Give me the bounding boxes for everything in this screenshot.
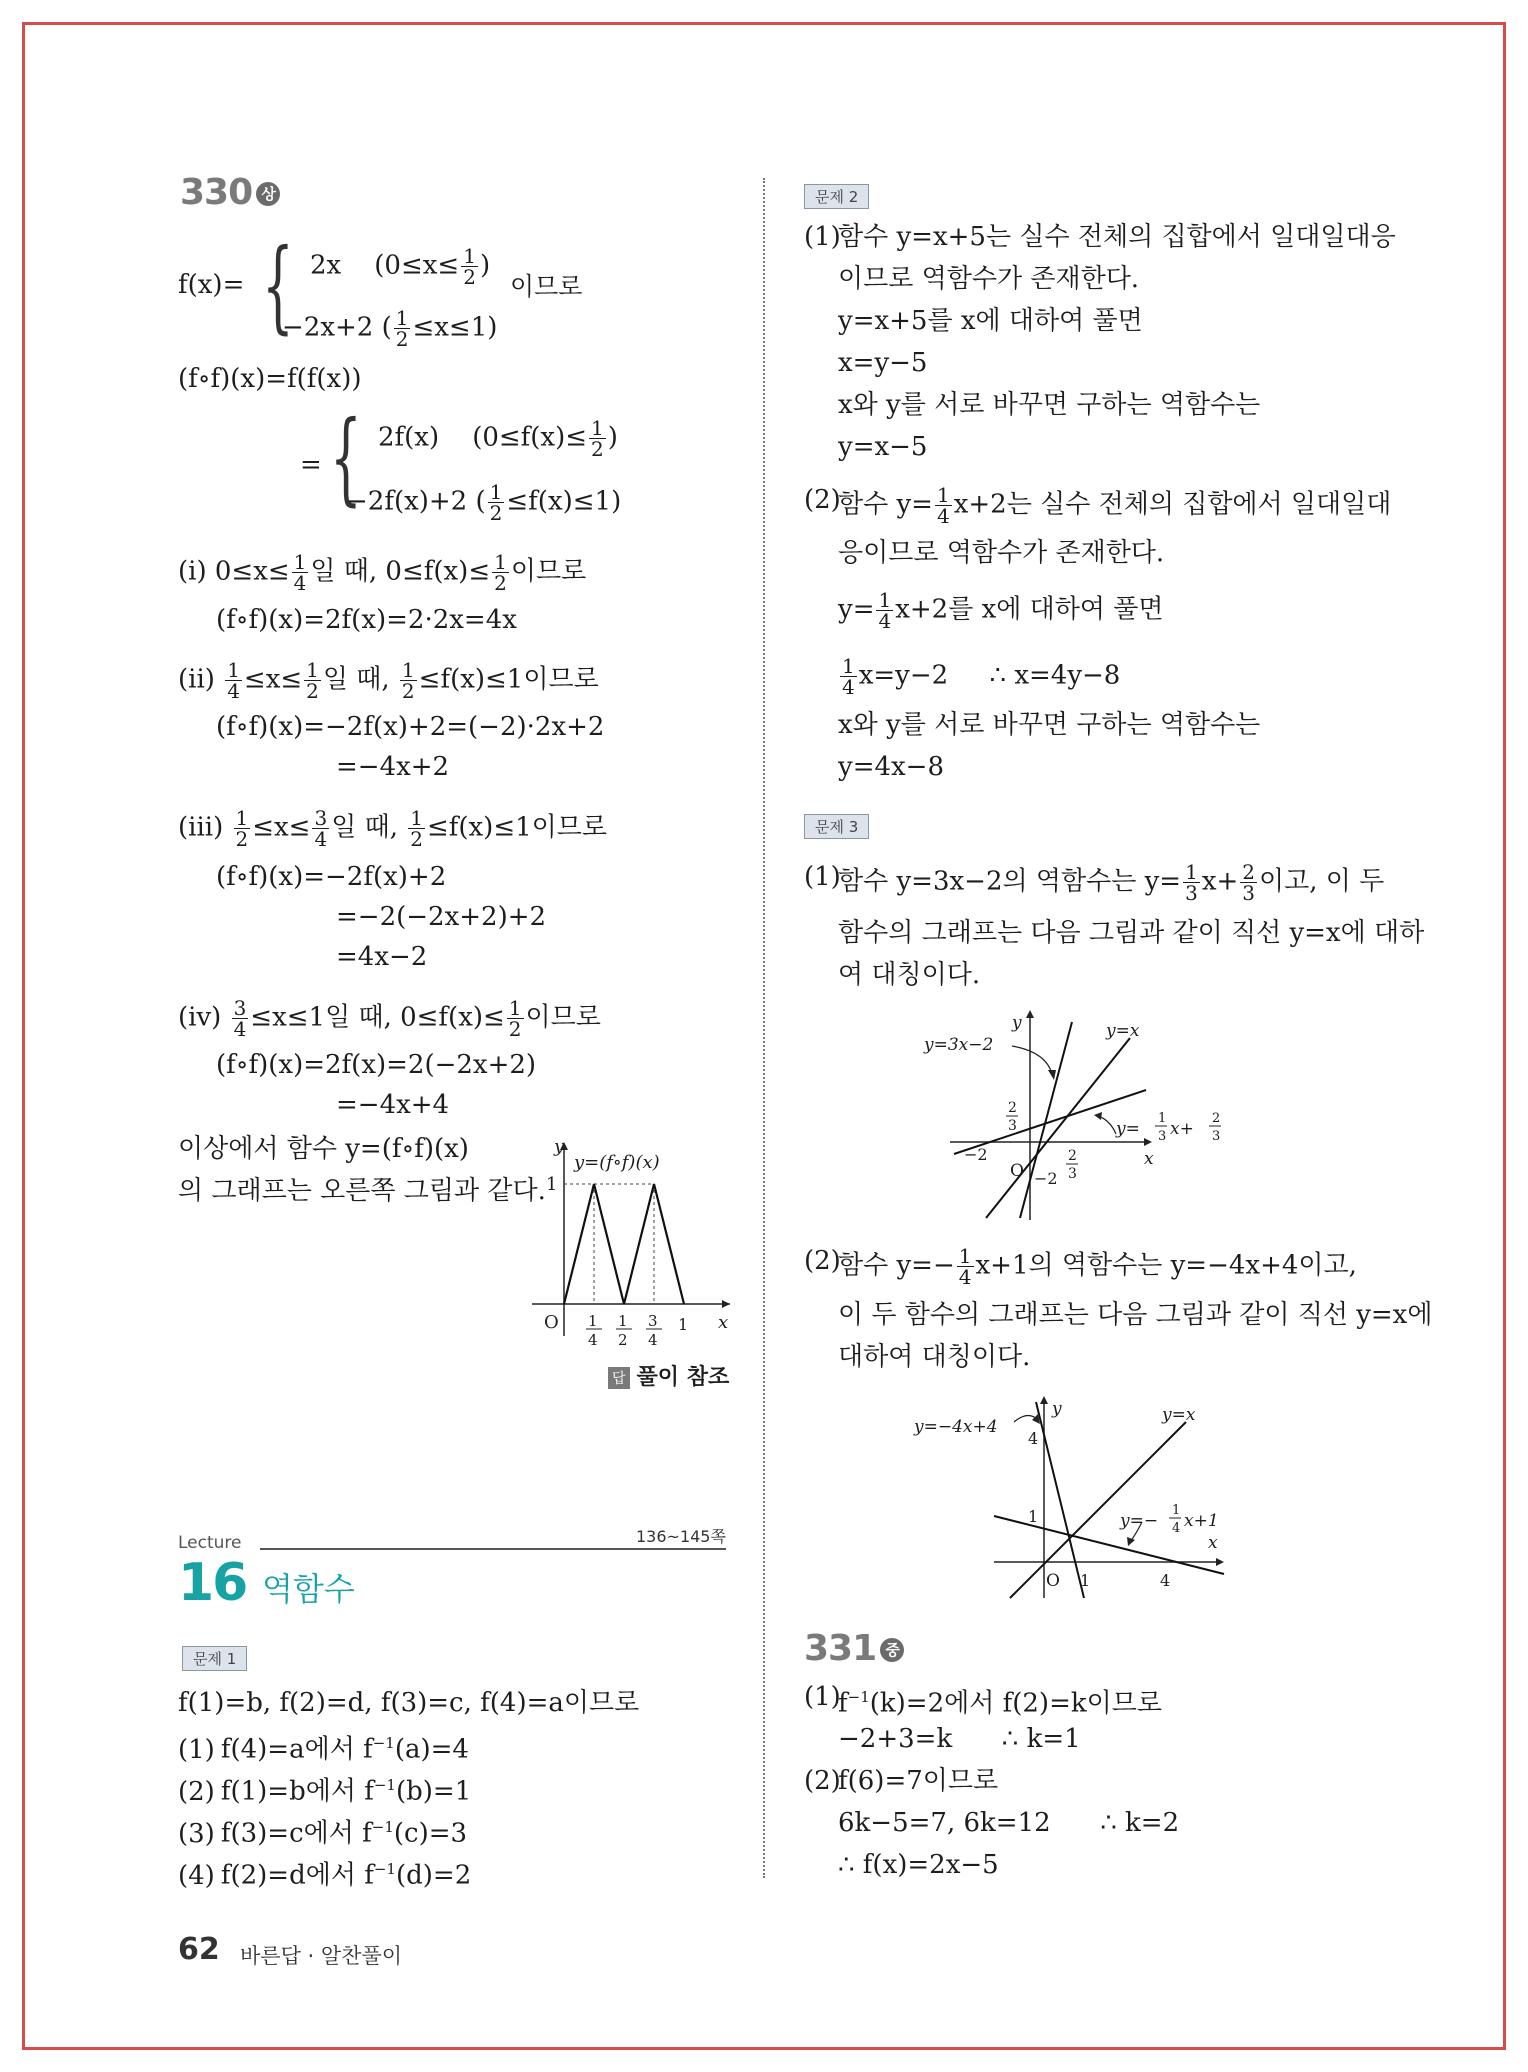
def-case1 bbox=[310, 246, 490, 287]
case-label: (iv) bbox=[178, 1002, 222, 1033]
text: 0≤x≤ bbox=[214, 556, 290, 587]
denominator: 2 bbox=[235, 827, 249, 851]
label-inverse-a: y= bbox=[1116, 1119, 1140, 1139]
numerator: 1 bbox=[463, 244, 476, 268]
problem-number-text: 331 bbox=[804, 1628, 877, 1669]
answer-text: 풀이 참조 bbox=[636, 1365, 730, 1390]
numerator: 3 bbox=[233, 996, 247, 1020]
tick-den: 3 bbox=[1068, 1166, 1077, 1182]
text: ≤f(x)≤1이므로 bbox=[418, 664, 599, 695]
text: (k)=2에서 f(2)=k이므로 bbox=[869, 1688, 1162, 1719]
label-frac-den: 3 bbox=[1212, 1129, 1221, 1144]
text: 함수 y= bbox=[838, 489, 933, 520]
origin-label: O bbox=[544, 1312, 559, 1333]
item-number: (4) bbox=[178, 1860, 215, 1891]
p331-2-line1: f(6)=7이므로 bbox=[838, 1766, 999, 1796]
p3-2-line2: 이 두 함수의 그래프는 다음 그림과 같이 직선 y=x에 bbox=[838, 1300, 1433, 1330]
fraction bbox=[840, 656, 857, 697]
label-y-x: y=x bbox=[1162, 1405, 1196, 1425]
lecture-number: 16 bbox=[178, 1553, 247, 1613]
tick-minus2: −2 bbox=[964, 1145, 988, 1164]
case1-result: (f∘f)(x)=2f(x)=2·2x=4x bbox=[216, 605, 517, 635]
label-inverse-b: x+1 bbox=[1184, 1511, 1219, 1531]
superscript: −1 bbox=[371, 1818, 394, 1836]
tick-minus2-y: −2 bbox=[1034, 1169, 1058, 1188]
denominator: 2 bbox=[591, 437, 604, 461]
superscript: −1 bbox=[372, 1734, 395, 1752]
tick-num: 3 bbox=[648, 1312, 658, 1330]
left-brace: { bbox=[262, 227, 294, 344]
denominator: 4 bbox=[227, 679, 240, 703]
superscript: −1 bbox=[847, 1688, 870, 1706]
label-frac-num: 2 bbox=[1212, 1111, 1221, 1126]
fraction bbox=[461, 246, 478, 287]
tick-num: 1 bbox=[618, 1312, 628, 1330]
fraction bbox=[234, 808, 251, 849]
problem-330-number bbox=[180, 172, 280, 213]
numerator: 1 bbox=[489, 480, 503, 504]
fraction bbox=[1183, 862, 1200, 903]
cond: (0≤f(x)≤ bbox=[472, 422, 588, 453]
text: f bbox=[838, 1688, 848, 1719]
tick-x-1: 1 bbox=[1080, 1571, 1091, 1590]
fraction bbox=[394, 308, 411, 349]
difficulty-badge: 중 bbox=[880, 1638, 904, 1662]
label-y-x: y=x bbox=[1106, 1021, 1140, 1041]
denominator: 2 bbox=[401, 679, 415, 703]
problem1-item bbox=[178, 1770, 471, 1807]
p3-2-line1 bbox=[838, 1246, 1357, 1287]
problem1-item bbox=[178, 1728, 469, 1765]
y-label: y bbox=[1052, 1399, 1062, 1419]
callout-arrowhead bbox=[1127, 1537, 1135, 1546]
tick-den: 3 bbox=[1008, 1118, 1017, 1134]
cond: ( bbox=[381, 312, 392, 343]
expr: 2x bbox=[310, 250, 342, 281]
text: 6k−5=7, 6k=12 bbox=[838, 1808, 1051, 1838]
conclusion-line-2: 의 그래프는 오른쪽 그림과 같다. bbox=[178, 1176, 546, 1206]
y-label: y bbox=[1012, 1013, 1022, 1033]
problem1-tag: 문제 1 bbox=[182, 1646, 247, 1671]
denominator: 4 bbox=[878, 609, 892, 633]
text: 일 때, 0≤f(x)≤ bbox=[310, 556, 491, 587]
tick-y-1: 1 bbox=[1028, 1507, 1039, 1526]
numerator: 1 bbox=[227, 658, 240, 682]
cond: (0≤x≤ bbox=[374, 250, 460, 281]
label-frac-num: 1 bbox=[1172, 1503, 1181, 1518]
p2-2-line2: 응이므로 역함수가 존재한다. bbox=[838, 538, 1165, 568]
curve-label: y=(f∘f)(x) bbox=[574, 1152, 660, 1173]
tick-num: 1 bbox=[588, 1312, 598, 1330]
problem-331-number bbox=[804, 1628, 904, 1669]
origin-label: O bbox=[1010, 1161, 1024, 1181]
x-axis-arrow bbox=[1216, 1558, 1224, 1566]
fraction bbox=[957, 1246, 974, 1287]
inverse-graph-1 bbox=[920, 1008, 1250, 1224]
tick-y-4: 4 bbox=[1028, 1429, 1039, 1448]
numerator: 1 bbox=[395, 306, 409, 330]
numerator: 1 bbox=[936, 483, 950, 507]
text: ≤x≤1일 때, 0≤f(x)≤ bbox=[250, 1002, 505, 1033]
fraction bbox=[292, 552, 309, 593]
p2-2-line6: y=4x−8 bbox=[838, 752, 945, 782]
label-frac-den: 4 bbox=[1172, 1521, 1181, 1536]
conclusion-line-1: 이상에서 함수 y=(f∘f)(x) bbox=[178, 1134, 469, 1164]
lecture-title: 역함수 bbox=[262, 1570, 355, 1608]
p3-1-line3: 여 대칭이다. bbox=[838, 960, 981, 990]
tick-den: 2 bbox=[618, 1331, 628, 1349]
text: f(1)=b에서 f bbox=[220, 1776, 374, 1807]
difficulty-badge: 상 bbox=[256, 182, 280, 206]
denominator: 3 bbox=[1242, 881, 1256, 905]
case-label: (i) bbox=[178, 556, 207, 587]
p2-2-line4 bbox=[838, 656, 1120, 697]
item-number: (2) bbox=[178, 1776, 215, 1807]
denominator: 2 bbox=[410, 827, 423, 851]
left-brace: { bbox=[330, 399, 362, 516]
p2-2-line1 bbox=[838, 485, 1391, 526]
y-axis-arrow bbox=[1040, 1396, 1048, 1404]
numerator: 1 bbox=[235, 806, 249, 830]
numerator: 1 bbox=[1185, 860, 1198, 884]
fraction bbox=[488, 482, 505, 523]
cond-end: ) bbox=[607, 422, 618, 453]
expr: 2f(x) bbox=[378, 422, 440, 453]
line-4x+4 bbox=[1036, 1402, 1084, 1598]
p2-1-line5: x와 y를 서로 바꾸면 구하는 역함수는 bbox=[838, 390, 1261, 420]
p2-1-line6: y=x−5 bbox=[838, 432, 928, 462]
problem2-tag: 문제 2 bbox=[804, 184, 869, 209]
text: f(2)=d에서 f bbox=[220, 1860, 374, 1891]
p2-1-line1: 함수 y=x+5는 실수 전체의 집합에서 일대일대응 bbox=[838, 222, 1396, 252]
item-number: (1) bbox=[178, 1734, 215, 1765]
comp-eq: = bbox=[300, 450, 322, 480]
text: (a)=4 bbox=[394, 1734, 469, 1765]
p331-1-line2 bbox=[838, 1724, 1081, 1754]
label-3x-2: y=3x−2 bbox=[924, 1035, 994, 1055]
cond-end: ) bbox=[479, 250, 491, 281]
p3-2-num: (2) bbox=[804, 1246, 841, 1276]
text: ≤x≤ bbox=[252, 812, 311, 843]
text: y= bbox=[838, 594, 875, 625]
text: x+2는 실수 전체의 집합에서 일대일대 bbox=[953, 489, 1392, 520]
denominator: 2 bbox=[494, 571, 507, 595]
numerator: 1 bbox=[410, 806, 423, 830]
text: f(3)=c에서 f bbox=[220, 1818, 372, 1849]
comp-lhs: (f∘f)(x)=f(f(x)) bbox=[178, 364, 362, 394]
numerator: 3 bbox=[314, 806, 328, 830]
x-axis-arrow bbox=[722, 1300, 730, 1308]
label-frac-num: 1 bbox=[1158, 1111, 1167, 1126]
p331-2-line2 bbox=[838, 1808, 1179, 1838]
p331-2-line3: ∴ f(x)=2x−5 bbox=[838, 1850, 999, 1880]
superscript: −1 bbox=[373, 1860, 396, 1878]
x-label: x bbox=[1208, 1533, 1218, 1553]
p2-1-num: (1) bbox=[804, 222, 841, 252]
fraction bbox=[1240, 862, 1257, 903]
column-divider bbox=[763, 178, 765, 1878]
x-axis-arrow bbox=[1144, 1138, 1152, 1146]
denominator: 4 bbox=[842, 675, 855, 699]
fraction bbox=[225, 660, 242, 701]
p2-1-line3: y=x+5를 x에 대하여 풀면 bbox=[838, 306, 1143, 336]
tick-den: 4 bbox=[588, 1331, 598, 1349]
comp-case2 bbox=[346, 482, 621, 523]
tick-num: 2 bbox=[1008, 1100, 1017, 1116]
def-tail: 이므로 bbox=[510, 272, 583, 301]
case2-line bbox=[178, 660, 599, 701]
p2-2-line3 bbox=[838, 590, 1163, 631]
fraction bbox=[935, 485, 952, 526]
case3-result-2: =−2(−2x+2)+2 bbox=[336, 902, 547, 932]
callout-arrowhead bbox=[1048, 1070, 1056, 1080]
p3-1-num: (1) bbox=[804, 862, 841, 892]
text: ∴ x=4y−8 bbox=[989, 660, 1121, 691]
numerator: 1 bbox=[508, 996, 522, 1020]
denominator: 2 bbox=[395, 327, 409, 351]
inverse-graph-2 bbox=[910, 1392, 1250, 1602]
denominator: 4 bbox=[314, 827, 328, 851]
numerator: 1 bbox=[958, 1244, 972, 1268]
text: 함수 y=− bbox=[838, 1250, 955, 1281]
case2-result-2: =−4x+2 bbox=[336, 752, 450, 782]
cond-end: ≤f(x)≤1) bbox=[506, 486, 622, 517]
text: x=y−2 bbox=[858, 660, 949, 691]
tick-x-4: 4 bbox=[1160, 1571, 1171, 1590]
fraction bbox=[312, 808, 329, 849]
cond: ( bbox=[475, 486, 486, 517]
denominator: 4 bbox=[936, 504, 950, 528]
def-lhs: f(x)= bbox=[178, 270, 245, 300]
text: (d)=2 bbox=[395, 1860, 472, 1891]
p3-1-line2: 함수의 그래프는 다음 그림과 같이 직선 y=x에 대하 bbox=[838, 918, 1425, 948]
fraction bbox=[232, 998, 249, 1039]
expr: −2x+2 bbox=[282, 312, 374, 343]
numerator: 1 bbox=[293, 550, 307, 574]
denominator: 4 bbox=[233, 1017, 247, 1041]
fraction bbox=[400, 660, 417, 701]
denominator: 2 bbox=[508, 1017, 522, 1041]
superscript: −1 bbox=[373, 1776, 396, 1794]
y-label: y bbox=[554, 1138, 565, 1157]
case3-result-1: (f∘f)(x)=−2f(x)+2 bbox=[216, 862, 447, 892]
label-inverse-b: x+ bbox=[1170, 1119, 1194, 1139]
denominator: 3 bbox=[1185, 881, 1198, 905]
case4-result-1: (f∘f)(x)=2f(x)=2(−2x+2) bbox=[216, 1050, 537, 1080]
fraction bbox=[492, 552, 509, 593]
answer-line bbox=[608, 1360, 729, 1391]
problem1-item bbox=[178, 1812, 467, 1849]
item-number: (3) bbox=[178, 1818, 215, 1849]
p2-1-line4: x=y−5 bbox=[838, 348, 928, 378]
footer-title: 바른답 · 알찬풀이 bbox=[240, 1944, 403, 1968]
callout-arrow bbox=[1012, 1046, 1052, 1074]
case2-result-1: (f∘f)(x)=−2f(x)+2=(−2)·2x+2 bbox=[216, 712, 605, 742]
text: ∴ k=2 bbox=[1100, 1808, 1180, 1838]
case-label: (ii) bbox=[178, 664, 215, 695]
case4-line bbox=[178, 998, 601, 1039]
expr: −2f(x)+2 bbox=[346, 486, 468, 517]
callout-arrowhead bbox=[1094, 1112, 1102, 1120]
tick-1: 1 bbox=[678, 1315, 689, 1334]
numerator: 2 bbox=[1242, 860, 1256, 884]
numerator: 1 bbox=[842, 654, 855, 678]
text: 일 때, bbox=[331, 812, 398, 843]
text: x+ bbox=[1201, 866, 1239, 897]
text: 이므로 bbox=[510, 556, 587, 587]
text: x+1의 역함수는 y=−4x+4이고, bbox=[975, 1250, 1357, 1281]
case3-result-3: =4x−2 bbox=[336, 942, 428, 972]
problem1-intro: f(1)=b, f(2)=d, f(3)=c, f(4)=a이므로 bbox=[178, 1688, 640, 1718]
p331-1-line1 bbox=[838, 1682, 1162, 1719]
cond-end: ≤x≤1) bbox=[412, 312, 498, 343]
composite-graph bbox=[520, 1138, 740, 1350]
text: −2+3=k bbox=[838, 1724, 953, 1754]
text: f(4)=a에서 f bbox=[220, 1734, 373, 1765]
y-tick-1: 1 bbox=[546, 1174, 558, 1195]
p2-1-line2: 이므로 역함수가 존재한다. bbox=[838, 264, 1140, 294]
lecture-rule bbox=[260, 1548, 726, 1550]
case1-line bbox=[178, 552, 586, 593]
fraction bbox=[408, 808, 425, 849]
lecture-label: Lecture bbox=[178, 1533, 242, 1553]
numerator: 1 bbox=[401, 658, 415, 682]
y-axis-arrow bbox=[1026, 1010, 1034, 1018]
label-frac-den: 3 bbox=[1158, 1129, 1167, 1144]
text: 일 때, bbox=[322, 664, 390, 695]
tick-den: 4 bbox=[648, 1331, 658, 1349]
label-4x+4: y=−4x+4 bbox=[914, 1417, 998, 1437]
fraction bbox=[304, 660, 321, 701]
x-label: x bbox=[1144, 1149, 1154, 1169]
text: 이므로 bbox=[525, 1002, 601, 1033]
text: (c)=3 bbox=[393, 1818, 468, 1849]
case-label: (iii) bbox=[178, 812, 224, 843]
numerator: 1 bbox=[306, 658, 319, 682]
numerator: 1 bbox=[494, 550, 507, 574]
x-label: x bbox=[718, 1312, 729, 1333]
denominator: 4 bbox=[958, 1265, 972, 1289]
denominator: 2 bbox=[463, 265, 476, 289]
fraction bbox=[589, 418, 606, 459]
denominator: 4 bbox=[293, 571, 307, 595]
comp-case1 bbox=[378, 418, 618, 459]
tick-num: 2 bbox=[1068, 1148, 1077, 1164]
text: ≤f(x)≤1이므로 bbox=[426, 812, 608, 843]
def-case2 bbox=[282, 308, 497, 349]
text: x+2를 x에 대하여 풀면 bbox=[895, 594, 1164, 625]
p2-2-num: (2) bbox=[804, 485, 841, 515]
p3-1-line1 bbox=[838, 862, 1384, 903]
case3-line bbox=[178, 808, 607, 849]
text: ∴ k=1 bbox=[1001, 1724, 1081, 1754]
answer-badge: 답 bbox=[608, 1367, 630, 1389]
text: 함수 y=3x−2의 역함수는 y= bbox=[838, 866, 1182, 897]
fraction bbox=[876, 590, 893, 631]
p331-1-num: (1) bbox=[804, 1682, 841, 1712]
numerator: 1 bbox=[591, 416, 604, 440]
p3-2-line3: 대하여 대칭이다. bbox=[838, 1342, 1031, 1372]
problem-number-text: 330 bbox=[180, 172, 253, 213]
lecture-pages: 136~145쪽 bbox=[636, 1527, 726, 1546]
problem1-item bbox=[178, 1854, 471, 1891]
text: ≤x≤ bbox=[243, 664, 303, 695]
page-number: 62 bbox=[178, 1932, 220, 1967]
denominator: 2 bbox=[306, 679, 319, 703]
problem3-tag: 문제 3 bbox=[804, 814, 869, 839]
origin-label: O bbox=[1046, 1571, 1060, 1591]
text: (b)=1 bbox=[395, 1776, 472, 1807]
numerator: 1 bbox=[878, 588, 892, 612]
curve-ff bbox=[564, 1184, 684, 1304]
p2-2-line5: x와 y를 서로 바꾸면 구하는 역함수는 bbox=[838, 710, 1261, 740]
p331-2-num: (2) bbox=[804, 1766, 841, 1796]
label-inverse-a: y=− bbox=[1120, 1511, 1159, 1531]
case4-result-2: =−4x+4 bbox=[336, 1090, 450, 1120]
fraction bbox=[507, 998, 524, 1039]
text: 이고, 이 두 bbox=[1259, 866, 1385, 897]
denominator: 2 bbox=[489, 501, 503, 525]
